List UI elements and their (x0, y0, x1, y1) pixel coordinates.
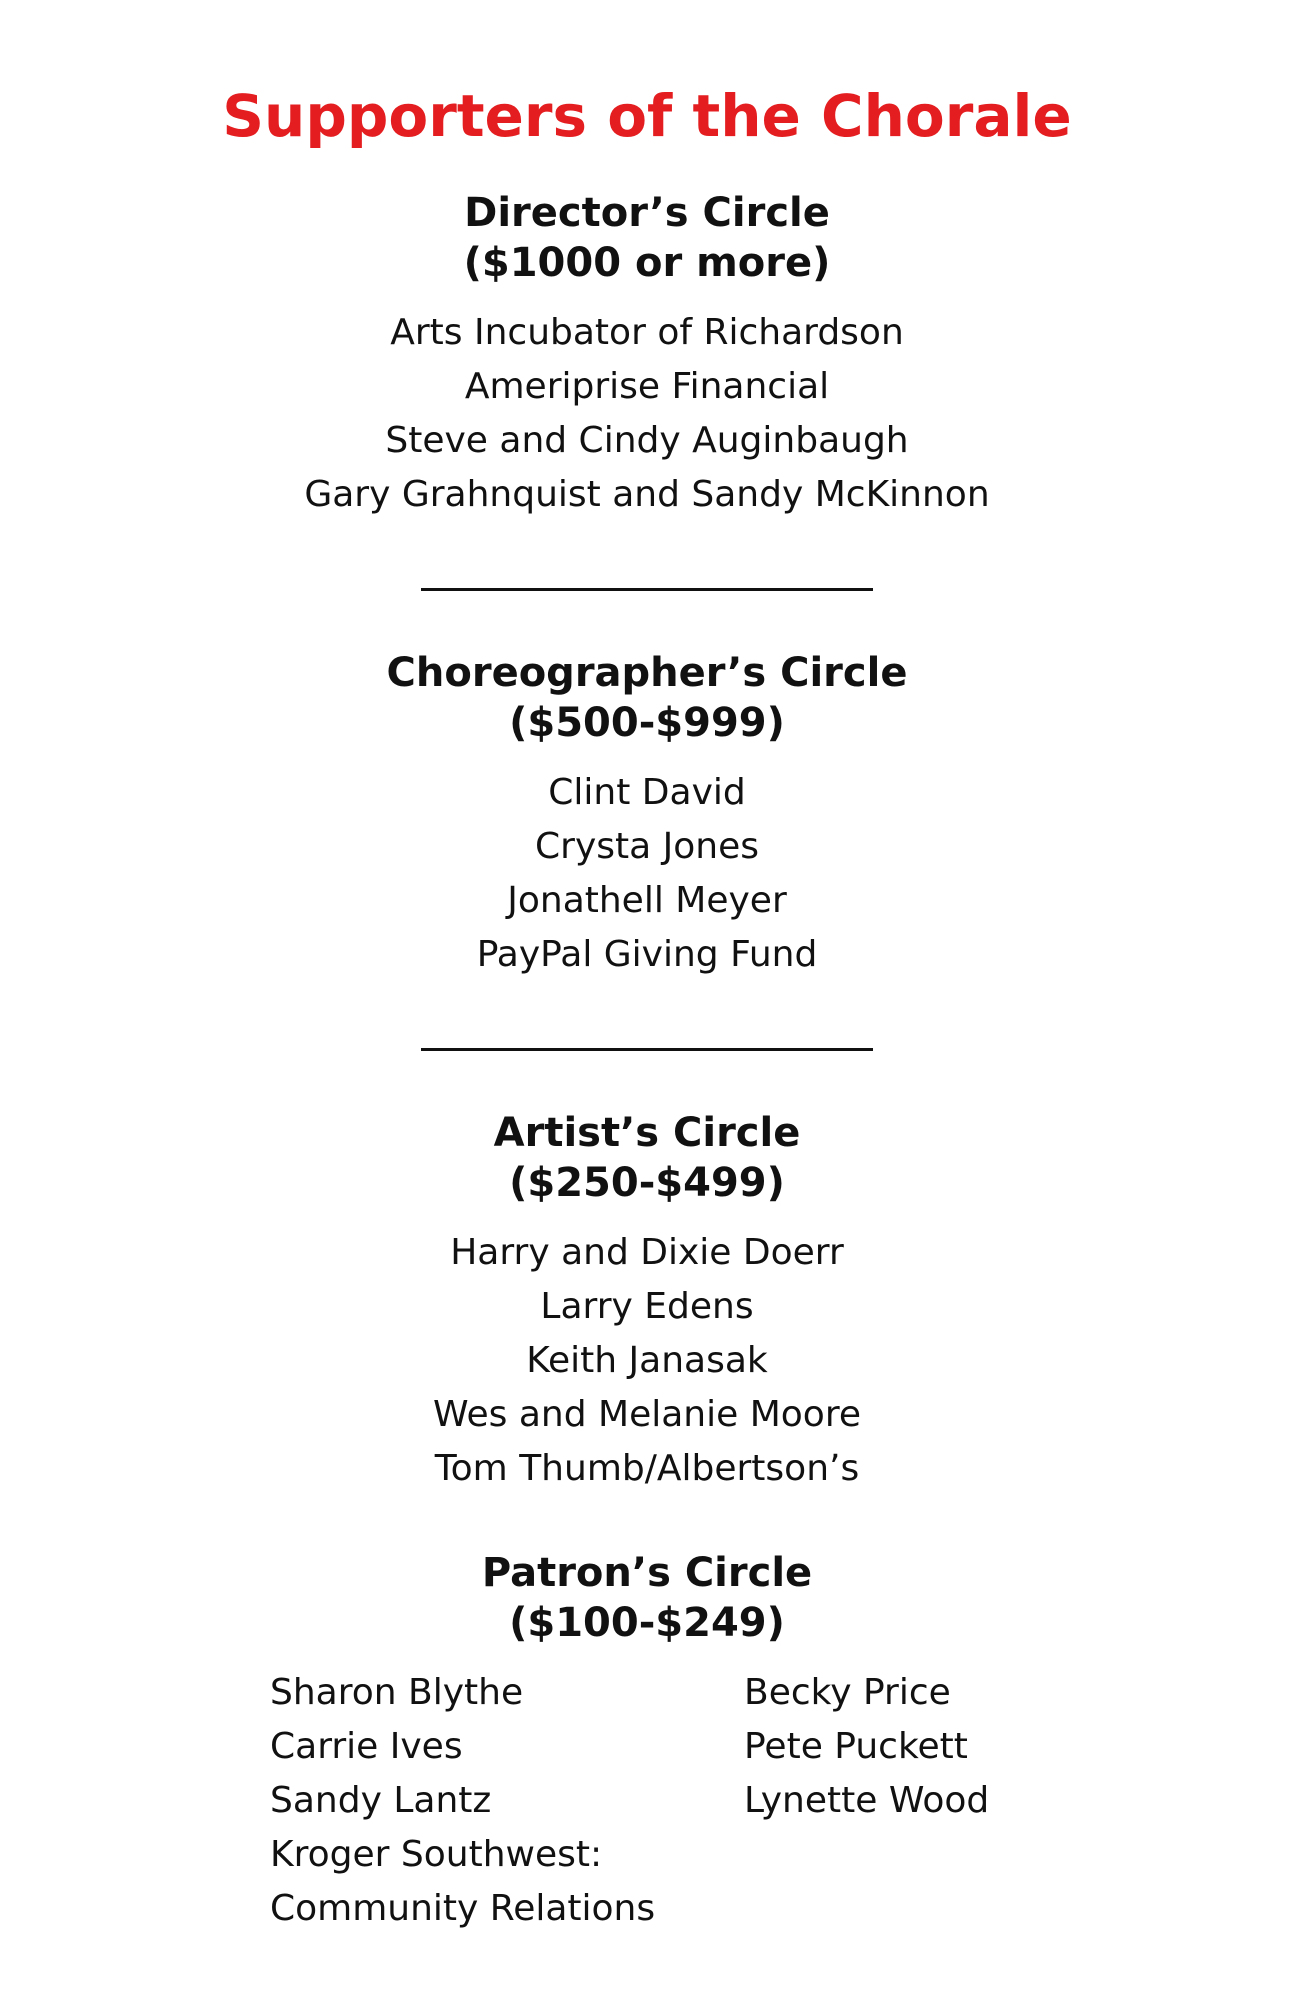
donor-name: Arts Incubator of Richardson (390, 312, 904, 353)
donor-list-left (270, 1666, 744, 1936)
section-heading: Patron’s Circle (481, 1550, 813, 1596)
donor-name: Lynette Wood (744, 1780, 990, 1821)
section-divider (421, 588, 873, 591)
donor-list (0, 306, 1294, 522)
page-title: Supporters of the Chorale (222, 82, 1072, 150)
donor-name: Ameriprise Financial (464, 366, 830, 407)
donor-name: Pete Puckett (744, 1726, 968, 1767)
choreographers-circle-section (0, 648, 1294, 982)
donor-name: Steve and Cindy Auginbaugh (385, 420, 909, 461)
donor-name: Sandy Lantz (270, 1780, 492, 1821)
donor-list (0, 766, 1294, 982)
donor-name: Wes and Melanie Moore (433, 1394, 861, 1435)
donation-range: ($100-$249) (509, 1600, 785, 1646)
section-heading: Director’s Circle (464, 190, 830, 236)
donor-name: Community Relations (270, 1888, 656, 1929)
donor-name: Jonathell Meyer (507, 880, 787, 921)
section-divider (421, 1048, 873, 1051)
donor-name: Harry and Dixie Doerr (450, 1232, 844, 1273)
donor-name: Sharon Blythe (270, 1672, 524, 1713)
section-heading: Choreographer’s Circle (386, 650, 908, 696)
donor-name: Clint David (548, 772, 746, 813)
donor-name: Becky Price (744, 1672, 951, 1713)
donor-list-right (744, 1666, 1044, 1936)
donor-name: Larry Edens (540, 1286, 754, 1327)
donor-list (0, 1226, 1294, 1496)
section-heading: Artist’s Circle (493, 1110, 801, 1156)
donor-name: Crysta Jones (535, 826, 759, 867)
donor-name: Keith Janasak (526, 1340, 768, 1381)
donor-name: Carrie Ives (270, 1726, 463, 1767)
patron-columns (270, 1666, 1294, 1936)
donor-name: Gary Grahnquist and Sandy McKinnon (304, 474, 990, 515)
donor-name: Kroger Southwest: (270, 1834, 603, 1875)
patrons-circle-section (0, 1548, 1294, 1936)
donor-name: PayPal Giving Fund (476, 934, 818, 975)
donation-range: ($1000 or more) (463, 240, 831, 286)
directors-circle-section (0, 188, 1294, 522)
donor-name: Tom Thumb/Albertson’s (434, 1448, 860, 1489)
artists-circle-section (0, 1108, 1294, 1496)
donation-range: ($500-$999) (509, 700, 785, 746)
donation-range: ($250-$499) (509, 1160, 785, 1206)
